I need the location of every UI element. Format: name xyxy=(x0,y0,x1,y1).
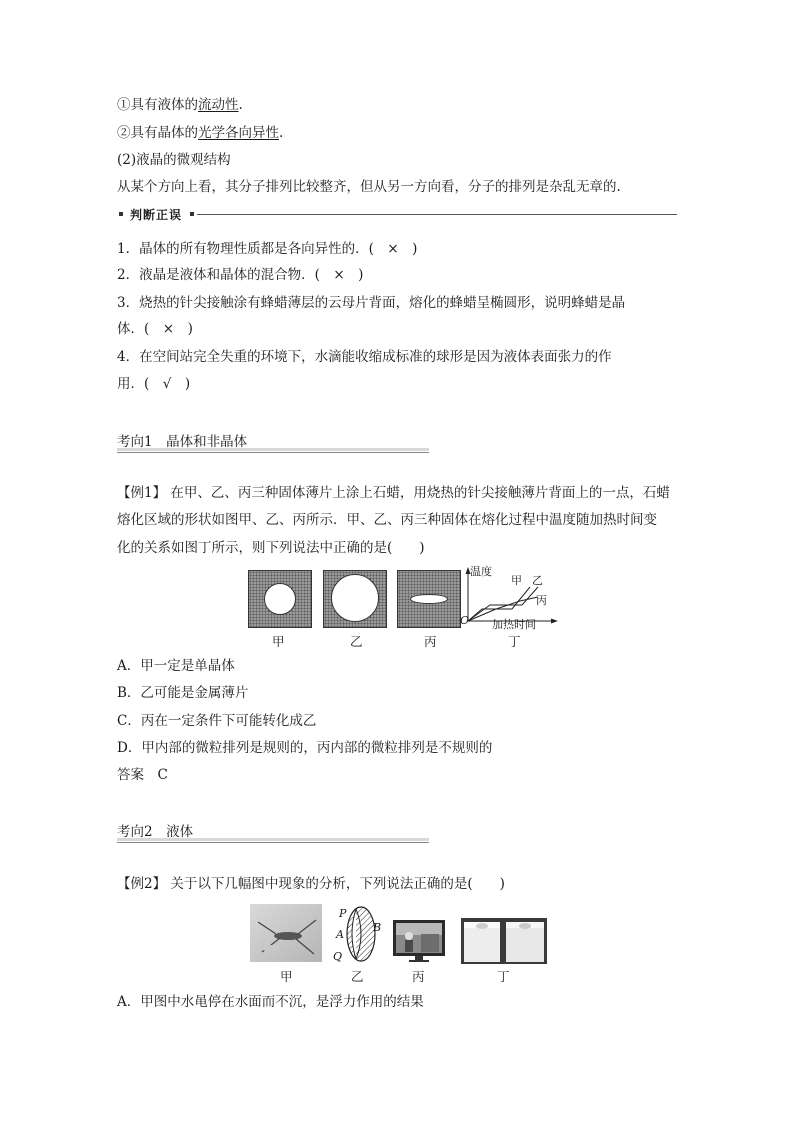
property-fluidity: ①具有液体的流动性. xyxy=(117,97,243,113)
example-2-option-a: A．甲图中水黾停在水面而不沉，是浮力作用的结果 xyxy=(117,994,424,1010)
section-divider xyxy=(197,214,677,215)
graph-y-label: 温度 xyxy=(470,565,492,578)
example-1-answer: 答案 C xyxy=(117,767,168,783)
fig1-caption-yi: 乙 xyxy=(350,634,363,649)
graph-series-jia: 甲 xyxy=(511,574,522,587)
label-p: P xyxy=(339,907,347,920)
judge-item-4: 4．在空间站完全失重的环境下，水滴能收缩成标准的球形是因为液体表面张力的作 xyxy=(117,349,612,365)
term-anisotropy: 光学各向异性 xyxy=(198,125,279,141)
example-1-option-a: A．甲一定是单晶体 xyxy=(117,658,235,674)
fig2-caption-ding: 丁 xyxy=(497,969,510,984)
candle-blocks-photo xyxy=(461,918,547,964)
fig2-caption-jia: 甲 xyxy=(280,969,293,984)
judge-item-3: 3．烧热的针尖接触涂有蜂蜡薄层的云母片背面，熔化的蜂蜡呈椭圆形，说明蜂蜡是晶 xyxy=(117,295,626,311)
graph-x-arrow xyxy=(551,619,558,624)
judge-item-4-cont: 用．( √ ) xyxy=(117,376,191,392)
graph-series-bing: 丙 xyxy=(536,594,547,607)
melt-circle-small xyxy=(264,583,296,615)
topic-2-header xyxy=(117,820,429,843)
bullet-square-icon xyxy=(190,212,194,216)
bullet-square-icon xyxy=(119,212,123,216)
fig2-caption-bing: 丙 xyxy=(412,969,425,984)
fig1-caption-ding: 丁 xyxy=(508,634,521,649)
plate-bing xyxy=(397,570,461,628)
judge-item-1: 1．晶体的所有物理性质都是各向异性的．( × ) xyxy=(117,241,418,257)
example-1-line-1: 【例1】 在甲、乙、丙三种固体薄片上涂上石蜡，用烧热的针尖接触薄片背面上的一点，石蜡 xyxy=(117,485,670,501)
graph-x-label: 加热时间 xyxy=(492,618,536,631)
term-fluidity: 流动性 xyxy=(198,97,239,113)
property-anisotropy: ②具有晶体的光学各向异性. xyxy=(117,125,284,141)
label-q: Q xyxy=(333,950,343,963)
topic-1-label: 考向1 晶体和非晶体 xyxy=(117,434,248,450)
example-1-option-b: B．乙可能是金属薄片 xyxy=(117,685,249,701)
judge-section-header xyxy=(117,208,677,222)
fig2-caption-yi: 乙 xyxy=(351,969,364,984)
plate-yi xyxy=(323,570,387,628)
graph-origin: O xyxy=(460,614,470,627)
graph-series-yi: 乙 xyxy=(532,574,543,587)
example-2-line: 【例2】 关于以下几幅图中现象的分析，下列说法正确的是( ) xyxy=(117,876,505,892)
micro-structure-text: 从某个方向上看，其分子排列比较整齐，但从另一方向看，分子的排列是杂乱无章的. xyxy=(117,179,621,195)
judge-section-title: 判断正误 xyxy=(130,208,183,222)
judge-item-3-cont: 体．( × ) xyxy=(117,321,193,337)
example-1-option-c: C．丙在一定条件下可能转化成乙 xyxy=(117,713,317,729)
label-a: A xyxy=(336,928,344,941)
topic-1-header xyxy=(117,430,429,453)
melt-circle-large xyxy=(331,574,379,622)
judge-item-2: 2．液晶是液体和晶体的混合物．( × ) xyxy=(117,267,364,283)
topic-2-label: 考向2 液体 xyxy=(117,824,194,840)
example-1-line-3: 化的关系如图丁所示，则下列说法中正确的是( ) xyxy=(117,540,425,556)
melt-ellipse xyxy=(410,594,448,604)
plate-jia xyxy=(248,570,312,628)
example-1-line-2: 熔化区域的形状如图甲、乙、丙所示．甲、乙、丙三种固体在熔化过程中温度随加热时间变 xyxy=(117,512,657,528)
label-b: B xyxy=(373,921,382,934)
micro-structure-heading: (2)液晶的微观结构 xyxy=(117,152,231,168)
fig1-caption-jia: 甲 xyxy=(272,634,285,649)
lcd-tv-photo xyxy=(393,920,445,964)
fig1-caption-bing: 丙 xyxy=(424,634,437,649)
water-strider-photo xyxy=(250,904,322,962)
example-1-option-d: D．甲内部的微粒排列是规则的，丙内部的微粒排列是不规则的 xyxy=(117,740,493,756)
